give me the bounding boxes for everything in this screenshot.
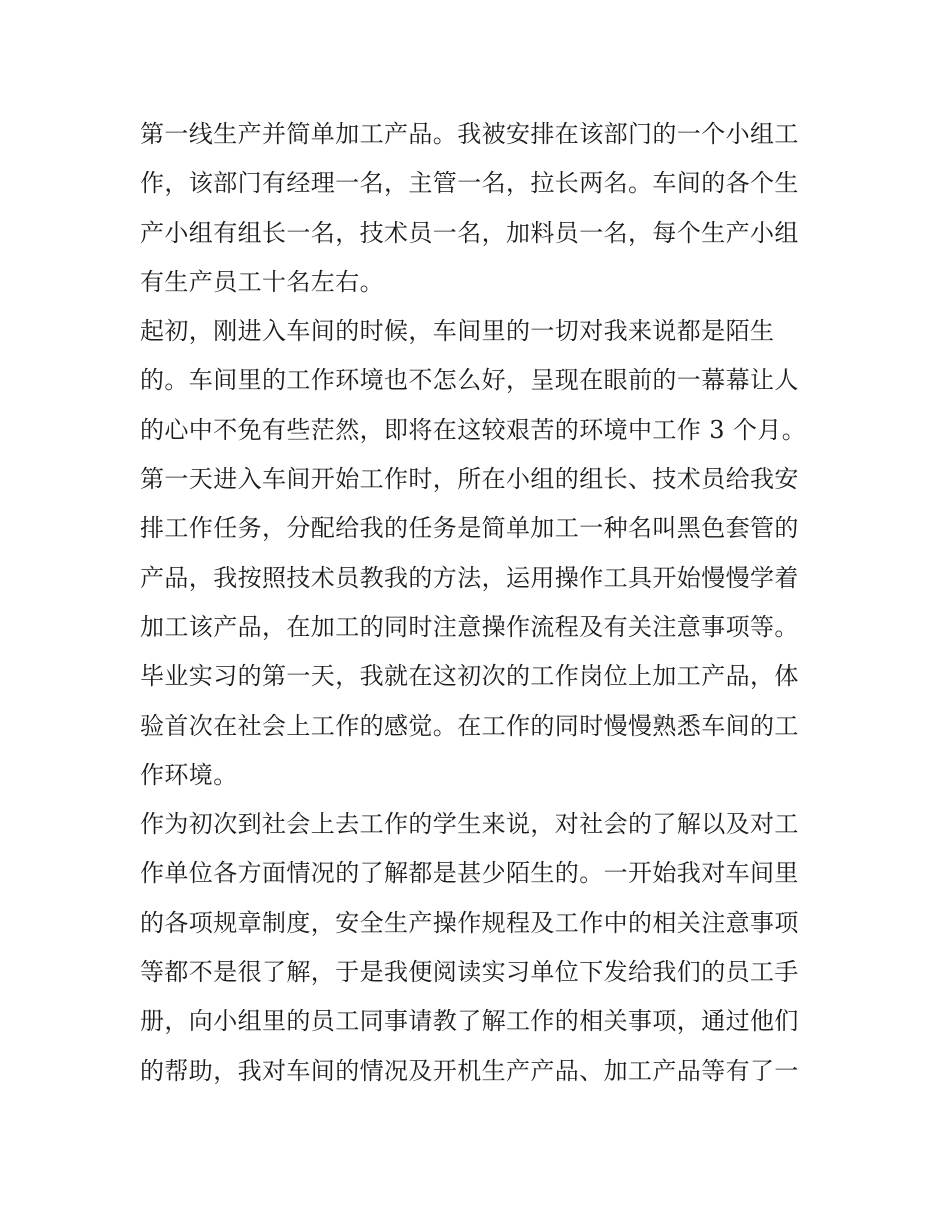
text-line: 排工作任务，分配给我的任务是简单加工一种名叫黑色套管的: [140, 514, 799, 543]
text-line: 毕业实习的第一天，我就在这初次的工作岗位上加工产品，体: [140, 662, 799, 691]
text-line: 第一天进入车间开始工作时，所在小组的组长、技术员给我安: [140, 465, 799, 494]
text-line: 等都不是很了解，于是我便阅读实习单位下发给我们的员工手: [140, 958, 799, 987]
text-line: 作，该部门有经理一名，主管一名，拉长两名。车间的各个生: [140, 169, 799, 198]
text-line: 作环境。: [140, 760, 238, 789]
text-line: 第一线生产并简单加工产品。我被安排在该部门的一个小组工: [140, 120, 799, 148]
text-line: 的帮助，我对车间的情况及开机生产产品、加工产品等有了一: [140, 1056, 799, 1085]
text-line: 的。车间里的工作环境也不怎么好，呈现在眼前的一幕幕让人: [140, 366, 799, 395]
text-line: 的心中不免有些茫然，即将在这较艰苦的环境中工作 3 个月。: [140, 415, 807, 444]
text-line: 产小组有组长一名，技术员一名，加料员一名，每个生产小组: [140, 218, 799, 247]
text-line: 作为初次到社会上去工作的学生来说，对社会的了解以及对工: [140, 810, 799, 839]
text-line: 产品，我按照技术员教我的方法，运用操作工具开始慢慢学着: [140, 563, 799, 592]
document-body: [140, 110, 820, 1096]
text-line: 的各项规章制度，安全生产操作规程及工作中的相关注意事项: [140, 908, 799, 937]
text-line: 册，向小组里的员工同事请教了解工作的相关事项，通过他们: [140, 1007, 799, 1036]
text-line: 有生产员工十名左右。: [140, 267, 384, 296]
text-line: 起初，刚进入车间的时候，车间里的一切对我来说都是陌生: [140, 317, 775, 346]
text-line: 验首次在社会上工作的感觉。在工作的同时慢慢熟悉车间的工: [140, 711, 799, 740]
text-line: 作单位各方面情况的了解都是甚少陌生的。一开始我对车间里: [140, 859, 799, 888]
text-line: 加工该产品，在加工的同时注意操作流程及有关注意事项等。: [140, 612, 799, 641]
